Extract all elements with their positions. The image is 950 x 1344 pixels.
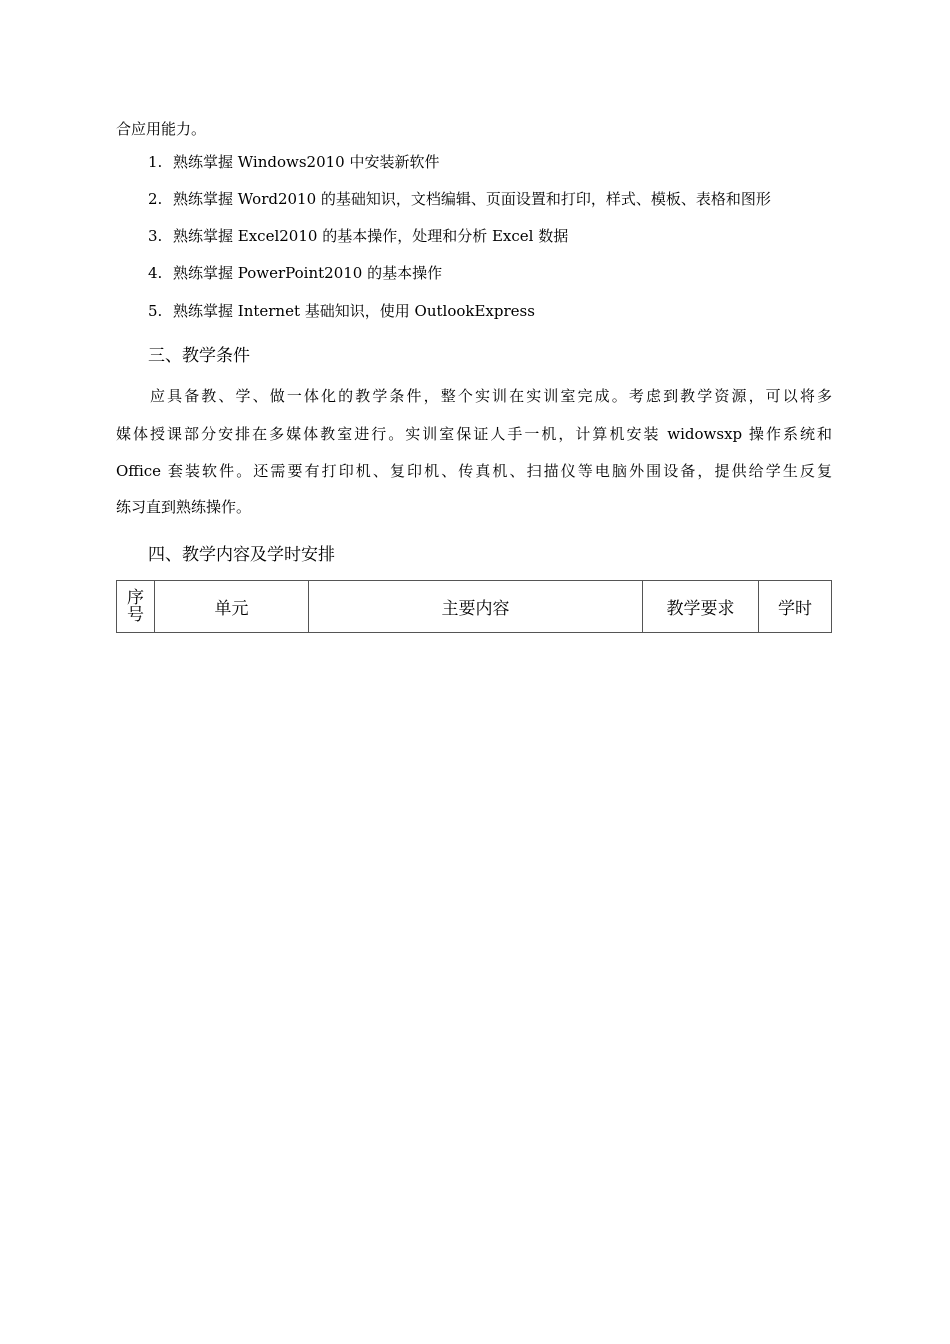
schedule-table (116, 580, 832, 633)
section-heading-content-schedule: 四、教学内容及学时安排 (148, 545, 335, 565)
skill-text: 熟练掌握 Windows2010 中安装新软件 (173, 153, 440, 171)
conditions-paragraph-line: Office 套装软件。还需要有打印机、复印机、传真机、扫描仪等电脑外围设备，提供给学生反复 (116, 462, 832, 480)
skill-text: 熟练掌握 Internet 基础知识，使用 OutlookExpress (173, 302, 535, 320)
header-main-content: 主要内容 (309, 581, 643, 633)
skill-number: 1. (148, 153, 163, 171)
header-index-bottom: 号 (127, 604, 144, 625)
skill-number: 2. (148, 190, 163, 208)
skill-number: 4. (148, 264, 163, 282)
skill-text: 熟练掌握 PowerPoint2010 的基本操作 (173, 264, 443, 282)
header-teaching-requirement: 教学要求 (643, 581, 759, 633)
section-heading-teaching-conditions: 三、教学条件 (148, 346, 250, 366)
skill-item-4 (148, 263, 442, 283)
skill-item-2 (148, 189, 771, 209)
conditions-paragraph-line: 练习直到熟练操作。 (116, 498, 252, 516)
skill-item-1 (148, 152, 440, 172)
skill-text: 熟练掌握 Excel2010 的基本操作，处理和分析 Excel 数据 (173, 227, 569, 245)
skill-text: 熟练掌握 Word2010 的基础知识，文档编辑、页面设置和打印，样式、模板、表格和图形 (173, 190, 771, 208)
intro-continuation: 合应用能力。 (116, 120, 207, 138)
header-hours: 学时 (759, 581, 832, 633)
table-header-row (117, 581, 832, 633)
skill-number: 5. (148, 302, 163, 320)
conditions-paragraph-line: 应具备教、学、做一体化的教学条件，整个实训在实训室完成。考虑到教学资源，可以将多 (150, 387, 832, 405)
conditions-paragraph-line: 媒体授课部分安排在多媒体教室进行。实训室保证人手一机，计算机安装 widowsxp 操作系统和 (116, 425, 832, 443)
skill-item-5 (148, 301, 535, 321)
skill-item-3 (148, 226, 568, 246)
skill-number: 3. (148, 227, 163, 245)
header-index-top: 序 (127, 587, 144, 608)
header-unit: 单元 (155, 581, 309, 633)
header-index (117, 581, 155, 633)
